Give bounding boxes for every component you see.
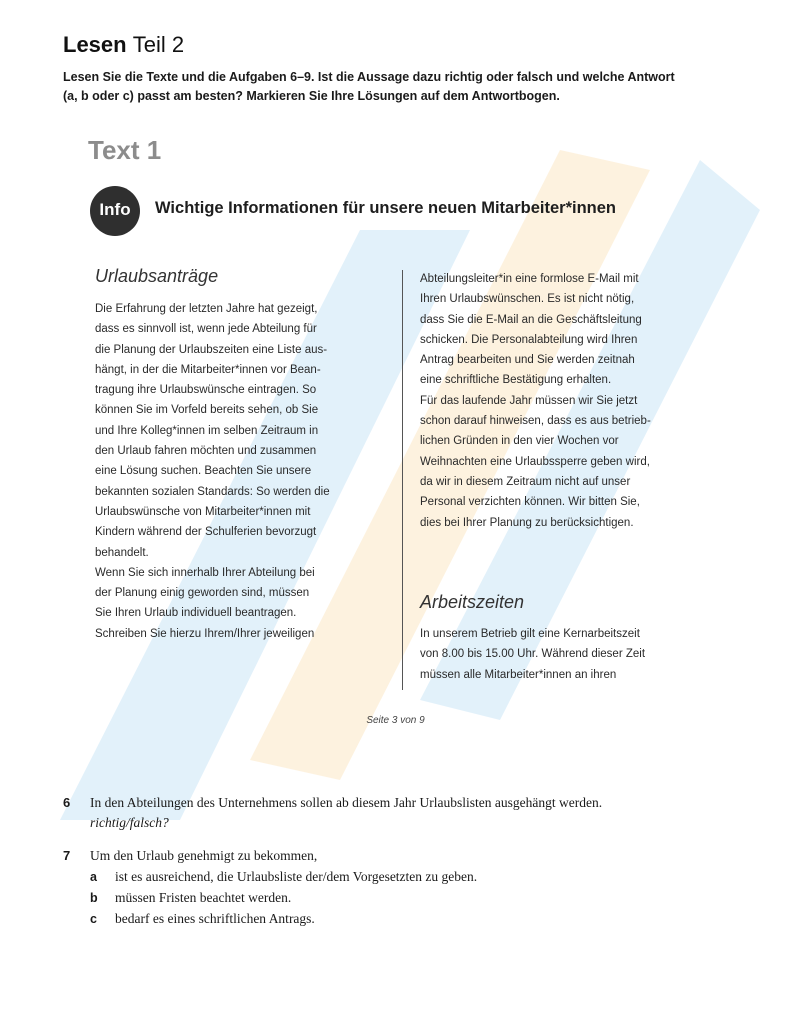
option-a-text: ist es ausreichend, die Urlaubsliste der/dem Vorgesetzten zu geben. bbox=[115, 869, 478, 884]
text-line: schicken. Die Personalabteilung wird Ihren bbox=[420, 333, 638, 346]
question-7-number: 7 bbox=[63, 848, 71, 863]
text-line: Abteilungsleiter*in eine formlose E-Mail mit bbox=[420, 273, 639, 285]
text-line: hängt, in der die Mitarbeiter*innen vor Bean- bbox=[95, 363, 321, 376]
info-heading: Wichtige Informationen für unsere neuen Mitarbeiter*innen bbox=[155, 199, 616, 217]
text-line: Antrag bearbeiten und Sie werden zeitnah bbox=[420, 354, 635, 367]
text-line: Personal verzichten können. Wir bitten Sie, bbox=[420, 496, 640, 509]
instructions bbox=[63, 68, 753, 106]
option-c-letter: c bbox=[90, 912, 97, 926]
text-line: können Sie im Vorfeld bereits sehen, ob Sie bbox=[95, 404, 319, 417]
question-6-text: In den Abteilungen des Unternehmens sollen ab diesem Jahr Urlaubslisten ausgehängt werden. bbox=[90, 795, 603, 810]
text-line: lichen Gründen in den vier Wochen vor bbox=[420, 435, 619, 448]
question-7-text: Um den Urlaub genehmigt zu bekommen, bbox=[90, 848, 318, 863]
text-line: Kindern während der Schulferien bevorzugt bbox=[95, 526, 317, 539]
section-title-arbeitszeiten: Arbeitszeiten bbox=[420, 592, 525, 612]
text-line: eine Lösung suchen. Beachten Sie unsere bbox=[95, 465, 312, 478]
left-column-text bbox=[95, 299, 385, 644]
right-column-text bbox=[420, 269, 720, 533]
text-line: Für das laufende Jahr müssen wir Sie jetzt bbox=[420, 394, 638, 407]
text-line: behandelt. bbox=[95, 546, 149, 559]
option-a-letter: a bbox=[90, 870, 97, 884]
text-line: von 8.00 bis 15.00 Uhr. Während dieser Zeit bbox=[420, 648, 646, 661]
text-line: Urlaubswünsche von Mitarbeiter*innen mit bbox=[95, 505, 311, 518]
page-title bbox=[63, 32, 184, 58]
text-line: den Urlaub fahren möchten und zusammen bbox=[95, 445, 317, 458]
text-line: die Planung der Urlaubszeiten eine Liste aus- bbox=[95, 343, 328, 356]
text-line: tragung ihre Urlaubswünsche eintragen. So bbox=[95, 384, 317, 397]
title-bold: Lesen bbox=[63, 32, 127, 57]
option-c-text: bedarf es eines schriftlichen Antrags. bbox=[115, 911, 315, 926]
question-6-answer-format: richtig/falsch? bbox=[90, 815, 169, 830]
section-title-urlaubsantraege: Urlaubsanträge bbox=[95, 266, 219, 286]
text-line: Schreiben Sie hierzu Ihrem/Ihrer jeweiligen bbox=[95, 627, 315, 640]
text-line: dass es sinnvoll ist, wenn jede Abteilung für bbox=[95, 323, 317, 336]
instructions-line-1: Lesen Sie die Texte und die Aufgaben 6–9. Ist die Aussage dazu richtig oder falsch und welche Antwort bbox=[63, 70, 675, 84]
text-line: Sie Ihren Urlaub individuell beantragen. bbox=[95, 607, 297, 620]
instructions-line-2: (a, b oder c) passt am besten? Markieren Sie Ihre Lösungen auf dem Antwortbogen. bbox=[63, 89, 560, 103]
text-line: In unserem Betrieb gilt eine Kernarbeitszeit bbox=[420, 628, 640, 640]
text-line: müssen alle Mitarbeiter*innen an ihren bbox=[420, 668, 617, 681]
text-label: Text 1 bbox=[88, 135, 162, 165]
text-line: dies bei Ihrer Planung zu berücksichtigen. bbox=[420, 516, 634, 529]
column-divider bbox=[402, 270, 403, 690]
text-line: Ihren Urlaubswünschen. Es ist nicht nötig, bbox=[420, 293, 635, 306]
text-line: bekannten sozialen Standards: So werden die bbox=[95, 485, 330, 498]
text-line: Die Erfahrung der letzten Jahre hat gezeigt, bbox=[95, 303, 318, 315]
text-line: eine schriftliche Bestätigung erhalten. bbox=[420, 374, 612, 387]
option-b-letter: b bbox=[90, 891, 98, 905]
text-line: und Ihre Kolleg*innen im selben Zeitraum in bbox=[95, 424, 319, 437]
text-line: dass Sie die E-Mail an die Geschäftsleitung bbox=[420, 313, 642, 326]
info-icon: Info bbox=[90, 186, 140, 236]
option-b-text: müssen Fristen beachtet werden. bbox=[115, 890, 292, 905]
page-number: Seite 3 von 9 bbox=[366, 715, 425, 726]
title-part: Teil 2 bbox=[132, 32, 185, 57]
text-line: schon darauf hinweisen, dass es aus betrieb- bbox=[420, 415, 651, 428]
text-line: der Planung einig geworden sind, müssen bbox=[95, 587, 310, 600]
question-6-number: 6 bbox=[63, 795, 71, 810]
text-line: Wenn Sie sich innerhalb Ihrer Abteilung bei bbox=[95, 566, 315, 579]
text-line: Weihnachten eine Urlaubssperre geben wird, bbox=[420, 455, 650, 468]
text-line: da wir in diesem Zeitraum nicht auf unser bbox=[420, 475, 631, 488]
right-column-text-2 bbox=[420, 624, 720, 685]
